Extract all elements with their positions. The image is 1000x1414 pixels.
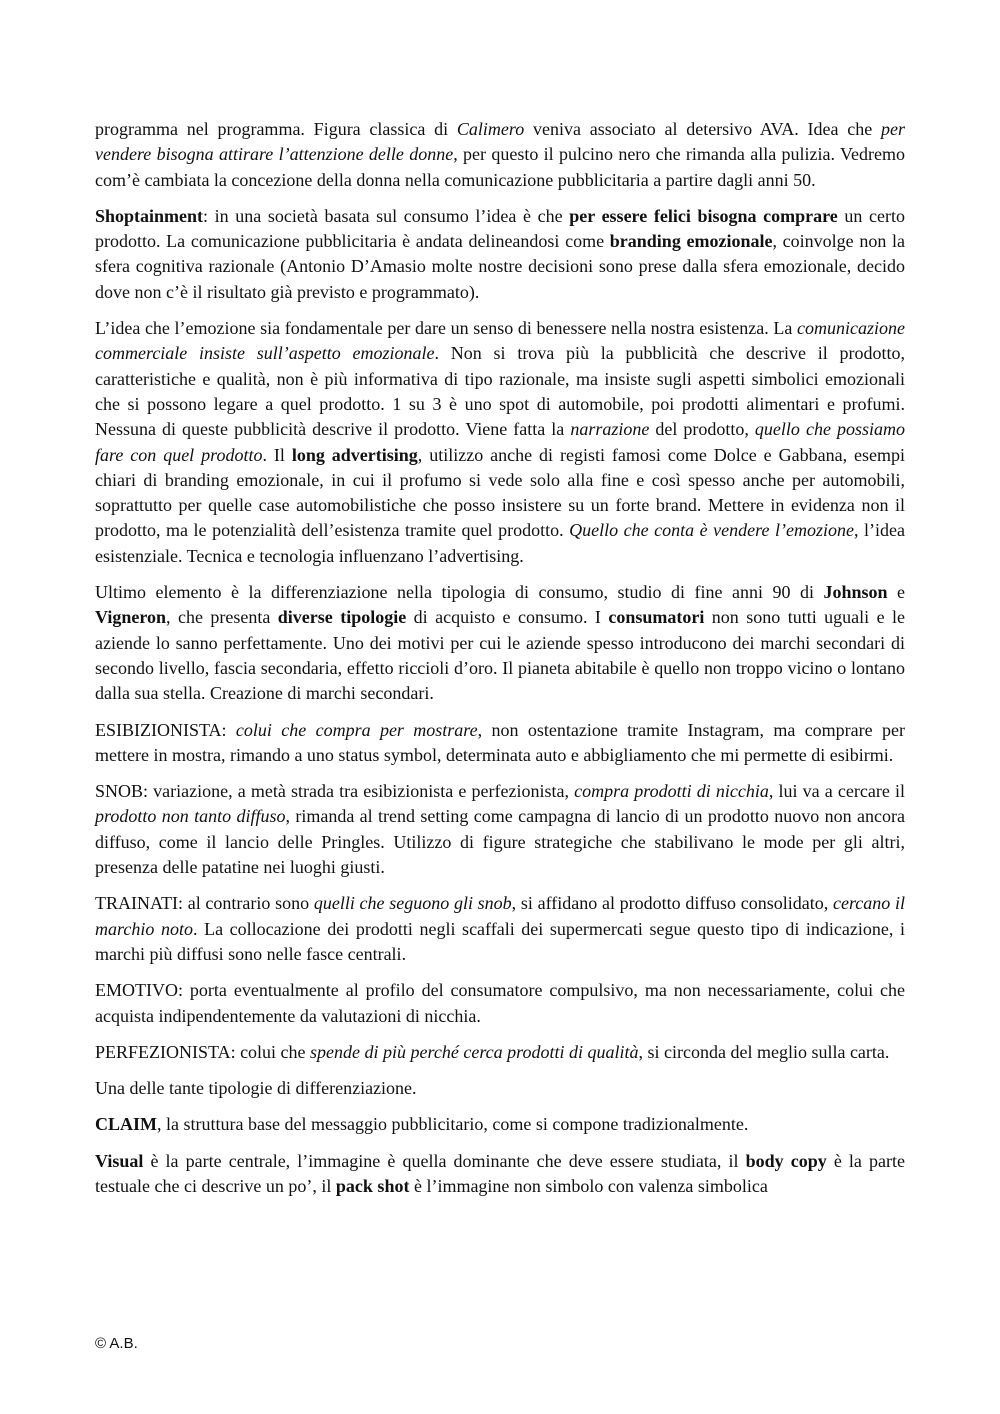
text-run: un certo prodotto. La comunicazione pubblicitaria è andata delineandosi come — [95, 205, 905, 252]
italic-text: prodotto non tanto diffuso — [95, 806, 286, 827]
text-run: , rimanda al trend setting come campagna di lancio di un prodotto nuovo non ancora diffuso, come il lancio delle Pringles. Utilizzo di figure strategiche che stabilivano le mode per gli altri, presenza delle patatine nei luoghi giusti. — [95, 806, 905, 878]
bold-text: pack shot — [335, 1175, 410, 1196]
paragraph — [95, 580, 905, 706]
text-run: SNOB: variazione, a metà strada tra esibizionista e perfezionista, — [95, 781, 575, 802]
text-run: è la parte centrale, l’immagine è quella dominante che deve essere studiata, il — [143, 1150, 746, 1171]
text-run: , coinvolge non la sfera cognitiva razionale (Antonio D’Amasio molte nostre decisioni sono prese dalla sfera emozionale, decido dove non c’è il risultato già previsto e programmato). — [95, 231, 906, 302]
text-run: è l’immagine non simbolo con valenza simbolica — [409, 1175, 768, 1196]
text-run: EMOTIVO: porta eventualmente al profilo del consumatore compulsivo, ma non necessariamente, colui che acquista indipendentemente da valutazioni di nicchia. — [95, 980, 905, 1026]
text-run: , per questo il pulcino nero che rimanda alla pulizia. Vedremo com’è cambiata la concezione della donna nella comunicazione pubblicitaria a partire dagli anni 50. — [95, 144, 905, 190]
text-run: , si circonda del meglio sulla carta. — [638, 1041, 890, 1062]
paragraph — [95, 1112, 905, 1137]
text-run: : in una società basata sul consumo l’idea è che — [203, 205, 570, 226]
paragraph — [95, 779, 905, 880]
italic-text: spende di più perché cerca prodotti di qualità — [310, 1041, 639, 1062]
text-run: Ultimo elemento è la differenziazione nella tipologia di consumo, studio di fine anni 90 di — [95, 582, 824, 603]
bold-text: body copy — [745, 1150, 827, 1171]
bold-text: Vigneron — [95, 607, 167, 628]
paragraph — [95, 117, 905, 193]
text-run: . Non si trova più la pubblicità che descrive il prodotto, caratteristiche e qualità, non è più informativa di tipo razionale, ma insiste sugli aspetti simbolici emozionali che si possono legare a quel prodotto. 1 su 3 è uno spot di automobile, poi prodotti alimentari e profumi. Nessuna di queste pubblicità descrive il prodotto. Viene fatta la — [95, 343, 905, 440]
text-run: , la struttura base del messaggio pubblicitario, come si compone tradizionalmente. — [157, 1114, 749, 1135]
text-run: , l’idea esistenziale. Tecnica e tecnologia influenzano l’advertising. — [95, 520, 905, 566]
bold-text: diverse tipologie — [277, 607, 407, 628]
paragraph — [95, 1149, 905, 1200]
text-run: L’idea che l’emozione sia fondamentale per dare un senso di benessere nella nostra esistenza. La — [95, 318, 798, 339]
italic-text: Quello che conta è vendere l’emozione — [569, 520, 854, 541]
paragraph — [95, 891, 905, 967]
italic-text: quello che possiamo fare con quel prodotto — [95, 419, 905, 465]
italic-text: colui che compra per mostrare — [235, 719, 478, 740]
text-run: TRAINATI: al contrario sono — [95, 893, 314, 914]
bold-text: Shoptainment — [95, 205, 204, 226]
text-run: , utilizzo anche di registi famosi come Dolce e Gabbana, esempi chiari di branding emozionale, in cui il profumo si vede solo alla fine e così spesso anche per automobili, soprattutto per quelle case automobilistiche che posso insistere su un forte brand. Mettere in evidenza non il prodotto, ma le potenzialità dell’esistenza tramite quel prodotto. — [95, 444, 905, 541]
text-run: Una delle tante tipologie di differenziazione. — [95, 1078, 417, 1099]
text-run: non sono tutti uguali e le aziende lo sanno perfettamente. Uno dei motivi per cui le aziende spesso introducono dei marchi secondari di secondo livello, fascia secondaria, effetto riccioli d’oro. Il pianeta abitabile è quello non troppo vicino o lontano dalla sua stella. Creazione di marchi secondari. — [95, 607, 905, 704]
paragraph — [95, 718, 905, 769]
italic-text: compra prodotti di nicchia — [574, 781, 769, 802]
text-run: . Il — [262, 444, 292, 465]
italic-text: cercano il marchio noto — [95, 893, 906, 939]
paragraph — [95, 1076, 905, 1101]
bold-text: consumatori — [608, 607, 705, 628]
paragraph — [95, 978, 905, 1029]
text-run: e — [887, 582, 905, 603]
italic-text: comunicazione commerciale insiste sull’aspetto emozionale — [95, 318, 905, 364]
italic-text: narrazione — [570, 419, 650, 440]
paragraph — [95, 1040, 905, 1065]
footer-copyright: © A.B. — [95, 1335, 138, 1352]
text-run: , lui va a cercare il — [768, 781, 905, 802]
text-run: è la parte testuale che ci descrive un po’, il — [95, 1150, 906, 1196]
paragraph — [95, 204, 905, 305]
italic-text: quelli che seguono gli snob — [313, 893, 512, 914]
bold-text: Johnson — [823, 582, 888, 603]
text-run: veniva associato al detersivo AVA. Idea che — [524, 119, 881, 139]
paragraph — [95, 316, 905, 569]
text-run: , che presenta — [166, 607, 278, 628]
bold-text: long advertising — [291, 444, 418, 465]
bold-text: per essere felici bisogna comprare — [569, 205, 838, 226]
text-run: ESIBIZIONISTA: — [95, 719, 236, 740]
bold-text: Visual — [95, 1150, 144, 1171]
bold-text: CLAIM — [95, 1114, 157, 1135]
italic-text: Calimero — [456, 119, 525, 139]
text-run: , si affidano al prodotto diffuso consolidato, — [511, 893, 833, 914]
bold-text: branding emozionale — [609, 231, 773, 252]
italic-text: per vendere bisogna attirare l’attenzione delle donne — [95, 119, 905, 165]
document-body — [95, 117, 905, 1210]
text-run: del prodotto, — [649, 419, 755, 440]
text-run: di acquisto e consumo. I — [406, 607, 609, 628]
text-run: programma nel programma. Figura classica di — [95, 119, 457, 139]
text-run: , non ostentazione tramite Instagram, ma comprare per mettere in mostra, rimando a uno status symbol, determinata auto e abbigliamento che mi permette di esibirmi. — [95, 719, 905, 765]
text-run: PERFEZIONISTA: colui che — [95, 1041, 311, 1062]
text-run: . La collocazione dei prodotti negli scaffali dei supermercati segue questo tipo di indicazione, i marchi più diffusi sono nelle fasce centrali. — [95, 918, 906, 964]
